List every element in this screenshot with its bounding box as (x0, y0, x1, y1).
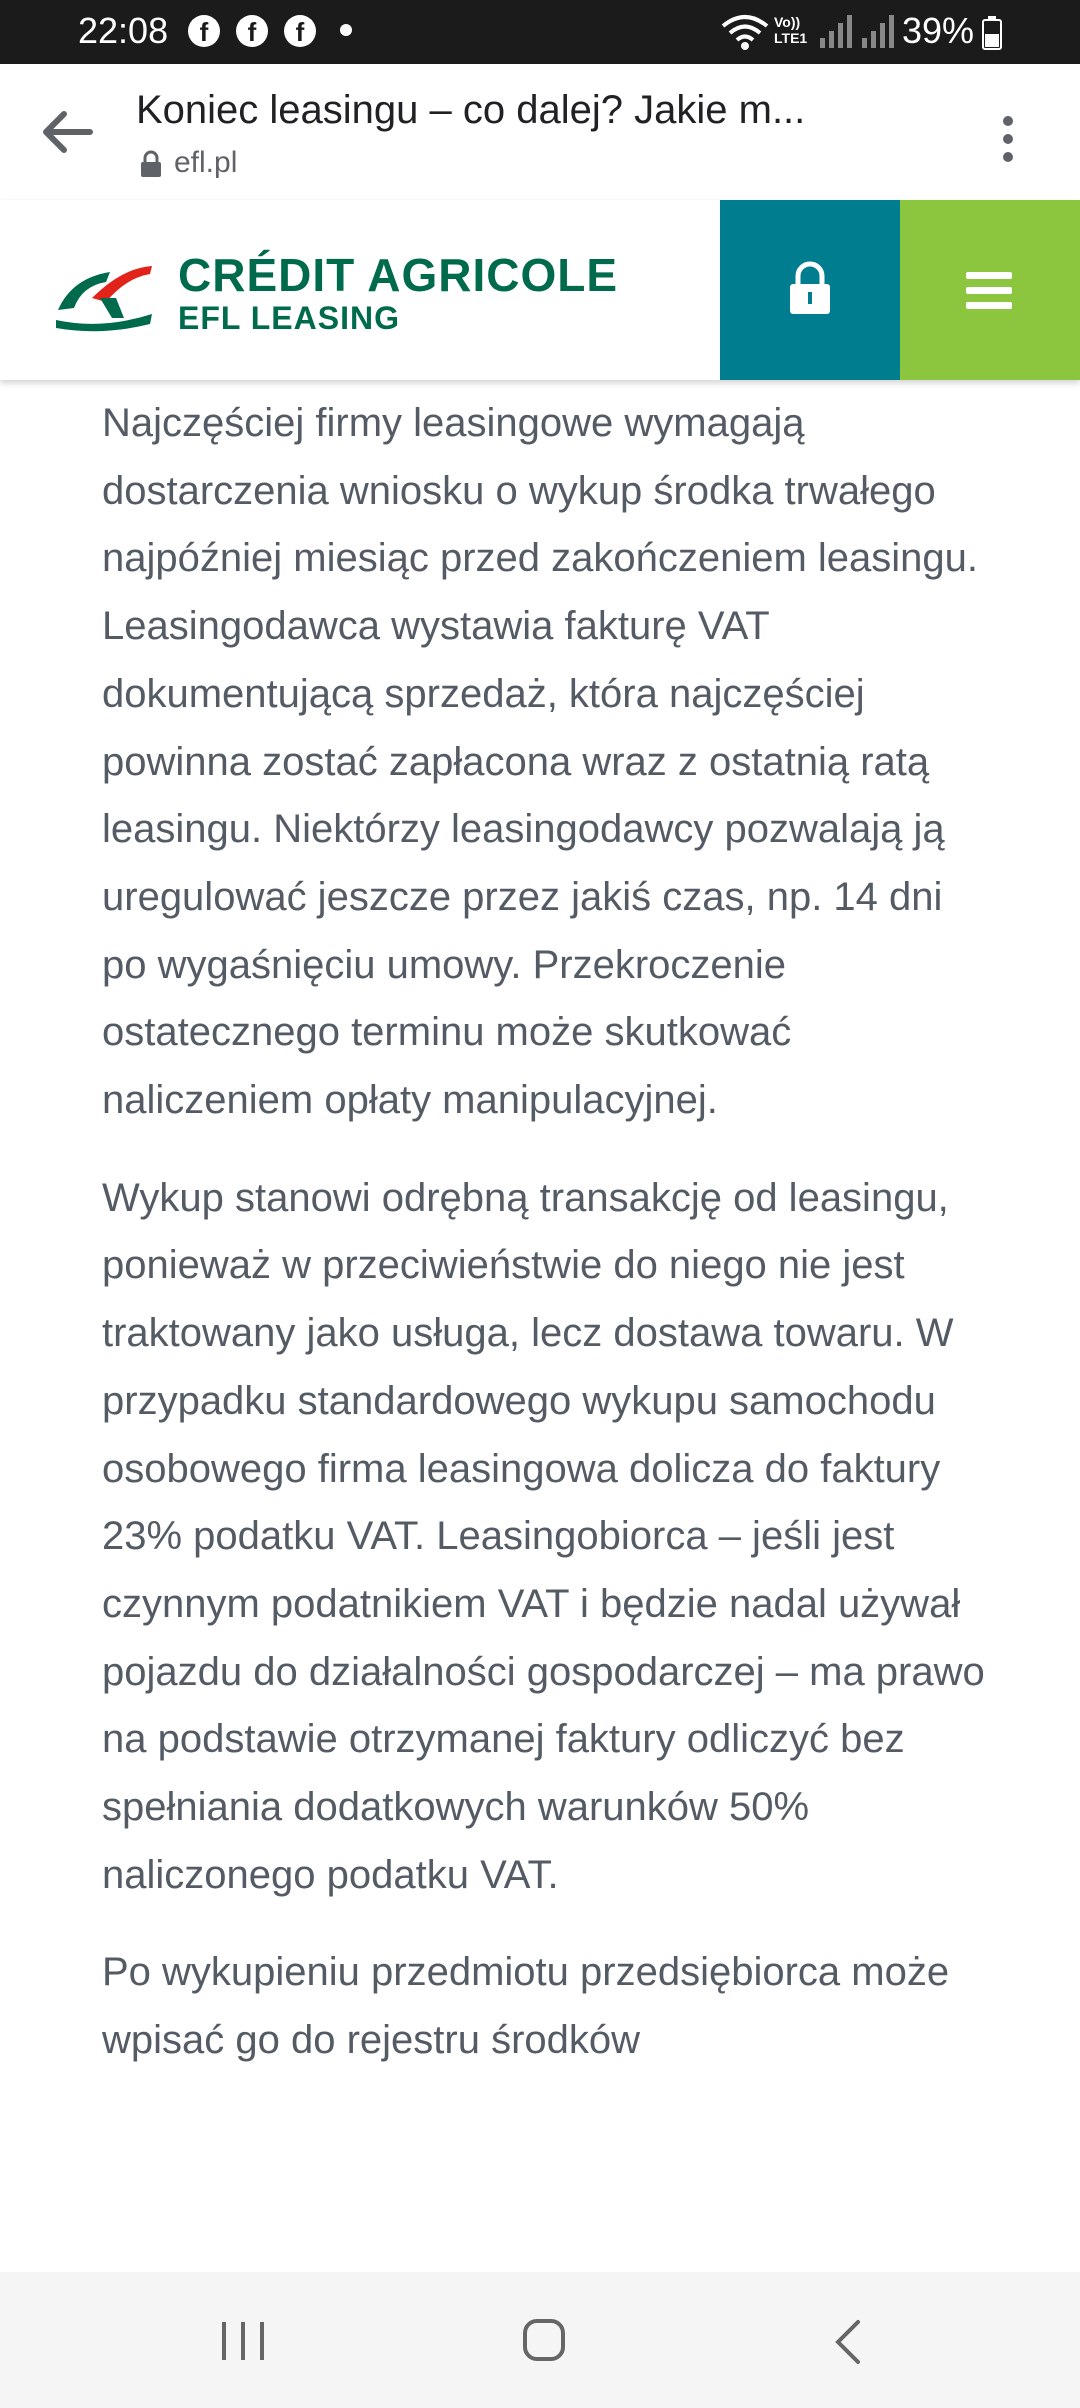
facebook-icon: f (236, 15, 268, 47)
lock-icon (140, 150, 162, 178)
login-button[interactable] (720, 200, 900, 380)
lte-label: LTE1 (774, 30, 808, 46)
wifi-icon (720, 12, 770, 52)
browser-toolbar (0, 64, 1080, 202)
system-navigation-bar (0, 2272, 1080, 2408)
brand-subtitle[interactable]: EFL LEASING (178, 300, 400, 336)
back-icon[interactable] (830, 2318, 864, 2366)
battery-icon (982, 16, 1002, 50)
recent-apps-icon[interactable] (218, 2320, 268, 2362)
article-paragraph: Po wykupieniu przedmiotu przedsiębiorca może wpisać go do rejestru środków (102, 1950, 950, 2063)
more-options-icon[interactable] (990, 108, 1026, 168)
brand-name[interactable]: CRÉDIT AGRICOLE (178, 249, 619, 301)
signal-icon (818, 14, 854, 48)
network-type-label (774, 14, 807, 46)
credit-agricole-logo-icon[interactable] (52, 258, 156, 332)
article-paragraph: Najczęściej firmy leasingowe wymagają dostarczenia wniosku o wykup środka trwałego najpóźniej miesiąc przed zakończeniem leasingu. Leasingodawca wystawia fakturę VAT dokumentującą sprzedaż, która najczęściej powinna zostać zapłacona wraz z ostatnią ratą leasingu. Niektórzy leasingodawcy pozwalają ją uregulować jeszcze przez jakiś czas, np. 14 dni po wygaśnięciu umowy. Przekroczenie ostatecznego terminu może skutkować naliczeniem opłaty manipulacyjnej. (102, 401, 979, 1123)
back-arrow-icon[interactable] (38, 104, 96, 160)
status-bar (0, 0, 1080, 64)
status-time: 22:08 (78, 10, 169, 51)
facebook-icon: f (188, 15, 220, 47)
page-title[interactable]: Koniec leasingu – co dalej? Jakie m... (136, 88, 806, 132)
battery-percent: 39% (902, 10, 975, 51)
hamburger-icon (966, 272, 1012, 279)
article-body (102, 390, 992, 2105)
facebook-icon: f (284, 15, 316, 47)
signal-icon (860, 14, 896, 48)
article-paragraph: Wykup stanowi odrębną transakcję od leasingu, ponieważ w przeciwieństwie do niego nie jest traktowany jako usługa, lecz dostawa towaru. W przypadku standardowego wykupu samochodu osobowego firma leasingowa dolicza do faktury 23% podatku VAT. Leasingobiorca – jeśli jest czynnym podatnikiem VAT i będzie nadal używał pojazdu do działalności gospodarczej – ma prawo na podstawie otrzymanej faktury odliczyć bez spełniania dodatkowych warunków 50% naliczonego podatku VAT. (102, 1175, 985, 1897)
url-text[interactable]: efl.pl (174, 146, 238, 179)
more-notifications-icon (340, 24, 352, 36)
home-icon[interactable] (522, 2318, 566, 2362)
padlock-icon (784, 258, 836, 318)
menu-button[interactable] (900, 200, 1080, 380)
volte-label: Vo)) (774, 14, 801, 30)
site-header (0, 200, 1080, 380)
